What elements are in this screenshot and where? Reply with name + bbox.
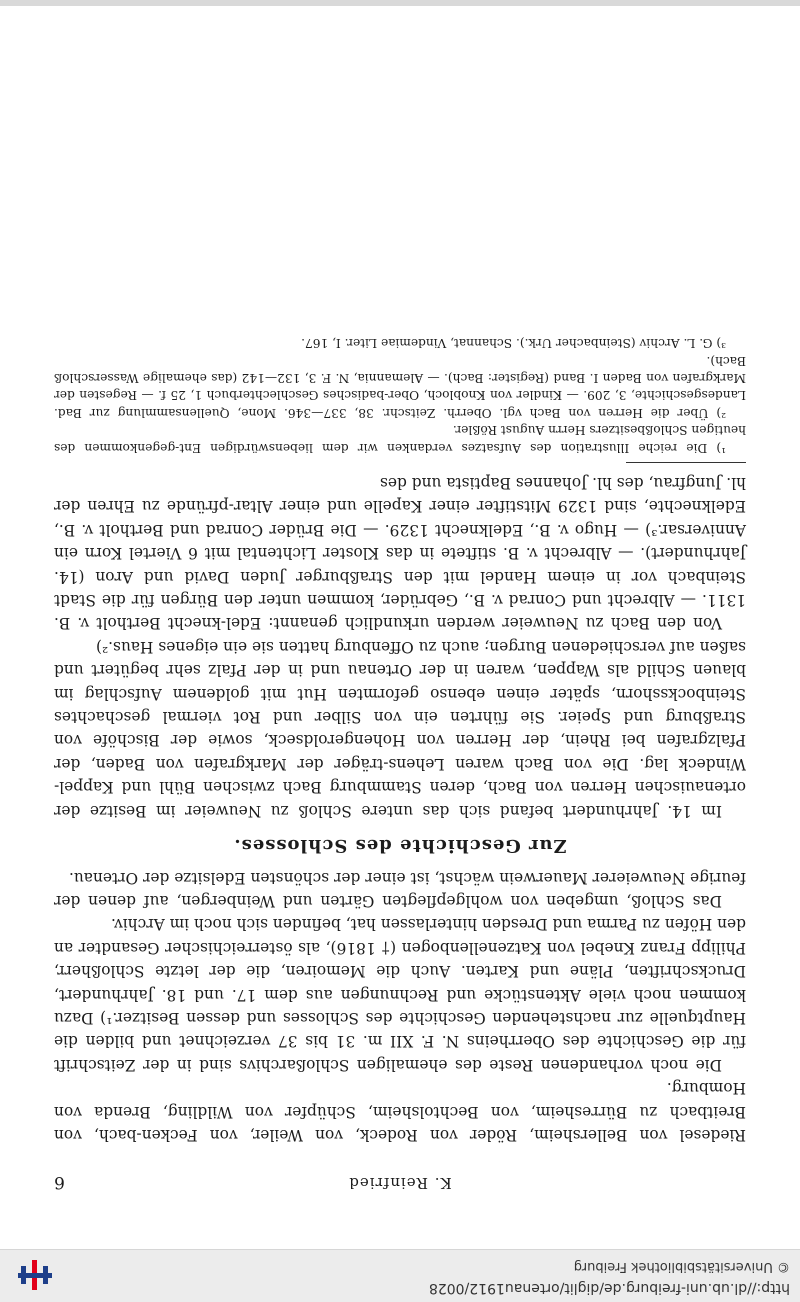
running-head-author: K. Reinfried xyxy=(348,1174,452,1192)
page-url[interactable]: http://dl.ub.uni-freiburg.de/diglit/ortenau1912/0028 xyxy=(428,1280,790,1296)
paragraph: Im 14. Jahrhundert befand sich das untere Schloß zu Neuweier im Besitze der ortenauischen Herren von Bach, deren Stammburg Bach zwischen Bühl und Kappel-Windeck lag. Die von Bach waren Lehens-träger der Markgrafen von Baden, der Pfalzgrafen bei Rhein, der Herren von Hohengeroldseck, sowie der Bischöfe von Straßburg und Speier. Sie führten ein von Silber und Rot viermal geschachtes Steinbocksshorn, später einen ebenso geformten Hut mit goldenem Aufschlag im blauen Schild als Wappen, waren in der Ortenau und in der Pfalz sehr begütert und saßen auf verschiedenen Burgen; auch zu Offenburg hatten sie ein eigenes Haus.²) xyxy=(54,637,746,820)
footnote-divider xyxy=(626,462,746,463)
copyright-notice: © Universitätsbibliothek Freiburg xyxy=(573,1259,790,1274)
body-text xyxy=(54,334,746,1146)
paragraph: Die noch vorhandenen Reste des ehemaligen Schloßarchivs sind in der Zeitschrift für die Geschichte des Oberrheins N. F. XII m. 31 bis 37 verzeichnet und bilden die Hauptquelle zur nachstehenden Geschichte des Schlosses und dessen Besitzer.¹) Dazu kommen noch viele Aktenstücke und Rechnungen aus dem 17. und 18. Jahrhundert, Druckschriften, Pläne und Karten. Auch die Memoiren, die der letzte Schloßherr, Philipp Franz Knebel von Katzenellenbogen († 1816), als österreichischer Gesandter an den Höfen zu Parma und Dresden hinterlassen hat, befinden sich noch im Archiv. xyxy=(54,915,746,1074)
running-head xyxy=(54,1168,746,1192)
paragraph: Von den Bach zu Neuweier werden urkundlich genannt: Edel-knecht Bertholt v. B. 1311. — Albrecht und Conrad v. B., Gebrüder, kommen unter den Bürgen für die Stadt Steinbach vor in einem Handel mit den Straßburger Juden David und Aron (14. Jahrhundert). — Albrecht v. B. stiftete in das Kloster Lichtental mit 6 Viertel Korn ein Anniversar.³) — Hugo v. B., Edelknecht 1329. — Die Brüder Conrad und Bertholt v. B., Edelknechte, sind 1329 Mitstifter einer Kapelle und einer Altar-pfründe zu Ehren der hl. Jungfrau, des hl. Johannes Baptista und des xyxy=(54,474,746,633)
paragraph: Riedesel von Bellersheim, Röder von Rodeck, von Weiler, von Fecken-bach, von Breitbach zu Bürresheim, von Bechtolsheim, Schüpfer von Wildling, Brenda von Homburg. xyxy=(54,1079,746,1144)
footnotes xyxy=(54,334,746,456)
page-number: 6 xyxy=(54,1172,65,1192)
viewer-header xyxy=(0,1249,800,1302)
section-title: Zur Geschichte des Schlosses. xyxy=(233,835,567,857)
paragraph: Das Schloß, umgeben von wohlgepflegten Gärten und Weinbergen, auf denen der feurige Neuweierer Mauerwein wächst, ist einer der schönsten Edelsitze der Ortenau. xyxy=(54,868,746,910)
scanned-page xyxy=(54,26,746,1206)
footnote: ¹) Die reiche Illustration des Aufsatzes verdanken wir dem liebenswürdigen Ent-gegenkommen des heutigen Schloßbesitzers Herrn August Rößler. xyxy=(54,423,746,455)
footnote: ³) G. L. Archiv (Steinbacher Urk.). Schannat, Vindemiae Liter. I, 167. xyxy=(301,336,726,351)
library-logo-icon[interactable] xyxy=(18,1260,52,1290)
viewer-bottom-bar xyxy=(0,0,800,6)
footnote: ²) Über die Herren von Bach vgl. Oberrh. Zeitschr. 38, 337—346. Mone, Quellensammlung zur Bad. Landesgeschichte, 3, 209. — Kindler von Knobloch, Ober-badisches Geschlechterbuch 1, 25 f. — Regesten der Markgrafen von Baden I. Band (Register: Bach). — Alemannia, N. F. 3, 132—142 (das ehemalige Wasserschloß Bach). xyxy=(54,353,746,420)
